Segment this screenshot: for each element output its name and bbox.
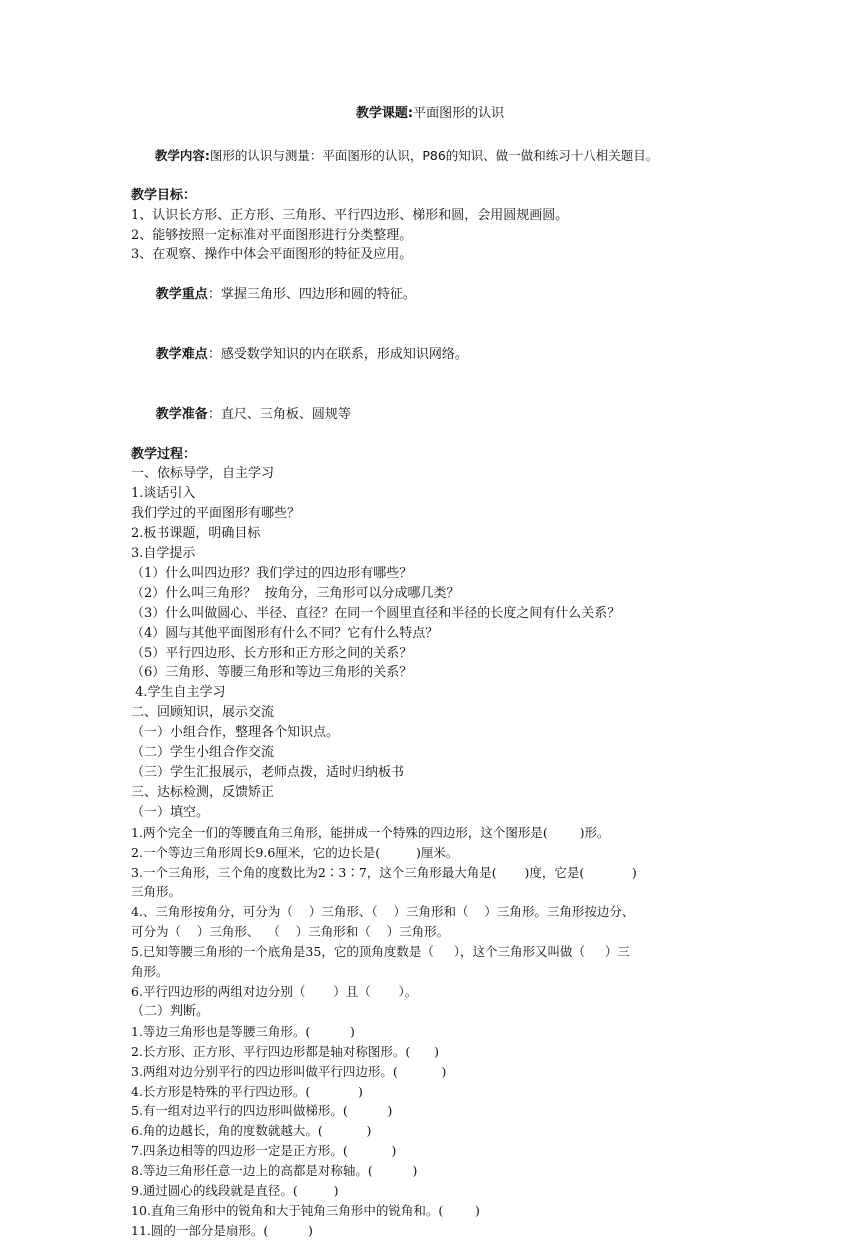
process-heading: 教学过程： — [131, 446, 197, 462]
preparation-label: 教学准备 — [155, 406, 208, 422]
goal-item: 2、能够按照一定标准对平面图形进行分类整理。 — [131, 227, 413, 243]
key-point-text: ：掌握三角形、四边形和圆的特征。 — [207, 287, 416, 303]
process-line: 2.板书课题，明确目标 — [131, 526, 261, 542]
difficulty-text: ：感受数学知识的内在联系，形成知识网络。 — [207, 346, 468, 362]
process-line: （一）小组合作，整理各个知识点。 — [131, 725, 340, 741]
judge-question: 10.直角三角形中的锐角和大于钝角三角形中的锐角和。( ) — [131, 1202, 480, 1218]
process-line: 我们学过的平面图形有哪些？ — [131, 506, 301, 522]
process-line: 1.谈话引入 — [131, 486, 196, 502]
process-line: （二）判断。 — [131, 1003, 210, 1019]
fill-question: 5.已知等腰三角形的一个底角是35，它的顶角度数是（ ），这个三角形又叫做（ ）三 — [131, 944, 630, 960]
preparation-text: ：直尺、三角板、圆规等 — [207, 406, 351, 422]
fill-question: 角形。 — [131, 964, 169, 980]
judge-question: 11.圆的一部分是扇形。( ) — [131, 1222, 313, 1238]
process-line: （6）三角形、等腰三角形和等边三角形的关系？ — [131, 665, 413, 681]
fill-question: 3.一个三角形，三个角的度数比为2∶3∶7，这个三角形最大角是( )度，它是( ) — [131, 864, 637, 880]
key-point — [131, 265, 736, 325]
difficulty-label: 教学难点 — [155, 346, 208, 362]
teaching-content-text: 图形的认识与测量：平面图形的认识，P86的知识、做一做和练习十八相关题目。 — [209, 147, 659, 163]
process-line: 3.自学提示 — [131, 546, 196, 562]
fill-question: 可分为（ ）三角形、 （ ）三角形和（ ）三角形。 — [131, 924, 450, 940]
process-line: 三、达标检测，反馈矫正 — [131, 784, 275, 800]
process-line: （一）填空。 — [131, 804, 210, 820]
fill-question: 2.一个等边三角形周长9.6厘米，它的边长是( )厘米。 — [131, 844, 459, 860]
preparation — [131, 385, 736, 445]
judge-question: 2.长方形、正方形、平行四边形都是轴对称图形。( ) — [131, 1043, 440, 1059]
lesson-title-text: 平面图形的认识 — [413, 106, 505, 121]
judge-question: 8.等边三角形任意一边上的高都是对称轴。( ) — [131, 1163, 418, 1179]
judge-question: 1.等边三角形也是等腰三角形。( ) — [131, 1023, 355, 1039]
lesson-title — [0, 104, 860, 124]
teaching-content — [131, 126, 736, 186]
document-body — [131, 126, 736, 1241]
lesson-title-label: 教学课题: — [355, 106, 414, 121]
process-line: （5）平行四边形、长方形和正方形之间的关系？ — [131, 645, 413, 661]
key-point-label: 教学重点 — [155, 287, 208, 303]
goals-heading: 教学目标： — [131, 187, 197, 203]
judge-question: 9.通过圆心的线段就是直径。( ) — [131, 1183, 339, 1199]
judge-question: 4.长方形是特殊的平行四边形。( ) — [131, 1083, 363, 1099]
teaching-content-label: 教学内容: — [154, 147, 210, 163]
judge-question: 7.四条边相等的四边形一定是正方形。( ) — [131, 1143, 397, 1159]
process-line: （三）学生汇报展示，老师点拨，适时归纳板书 — [131, 765, 405, 780]
difficulty — [131, 325, 736, 385]
fill-question: 4.、三角形按角分，可分为（ ）三角形、（ ）三角形和（ ）三角形。三角形按边分、 — [131, 904, 635, 920]
goal-item: 3、在观察、操作中体会平面图形的特征及应用。 — [131, 247, 413, 263]
process-line: （1）什么叫四边形？我们学过的四边形有哪些？ — [131, 565, 413, 581]
process-line: （3）什么叫做圆心、半径、直径？在同一个圆里直径和半径的长度之间有什么关系？ — [131, 605, 621, 621]
process-line: （4）圆与其他平面图形有什么不同？它有什么特点？ — [131, 625, 439, 641]
process-line: （2）什么叫三角形？ 按角分，三角形可以分成哪几类？ — [131, 585, 460, 601]
fill-question: 6.平行四边形的两组对边分别（ ）且（ ）。 — [131, 983, 418, 999]
fill-question: 三角形。 — [131, 884, 182, 900]
process-line: （二）学生小组合作交流 — [131, 745, 275, 761]
judge-question: 6.角的边越长，角的度数就越大。( ) — [131, 1123, 372, 1139]
judge-question: 5.有一组对边平行的四边形叫做梯形。( ) — [131, 1103, 393, 1119]
judge-question: 3.两组对边分别平行的四边形叫做平行四边形。( ) — [131, 1063, 447, 1079]
process-line: 4.学生自主学习 — [131, 685, 226, 701]
goal-item: 1、认识长方形、正方形、三角形、平行四边形、梯形和圆，会用圆规画圆。 — [131, 207, 569, 223]
process-line: 一、依标导学，自主学习 — [131, 466, 275, 482]
process-line: 二、回顾知识，展示交流 — [131, 705, 275, 721]
fill-question: 1.两个完全一们的等腰直角三角形，能拼成一个特殊的四边形，这个图形是( )形。 — [131, 824, 610, 840]
